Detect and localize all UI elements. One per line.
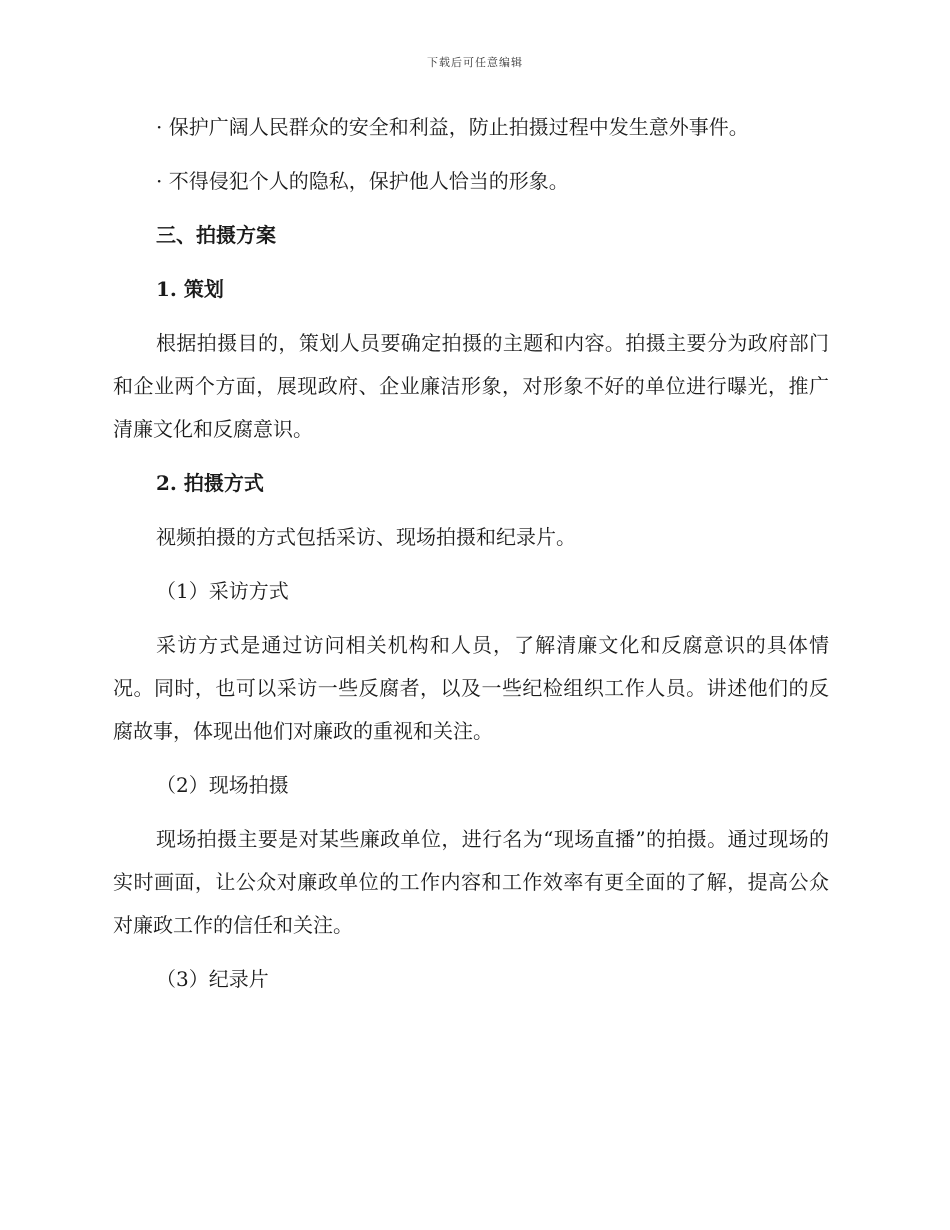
body-paragraph-planning: 根据拍摄目的，策划人员要确定拍摄的主题和内容。拍摄主要分为政府部门和企业两个方面，展现政府、企业廉洁形象，对形象不好的单位进行曝光，推广清廉文化和反腐意识。 bbox=[113, 331, 829, 441]
subsection-heading-shooting-method: 2. 拍摄方式 bbox=[156, 471, 264, 495]
bullet-item-safety: · 保护广阔人民群众的安全和利益，防止拍摄过程中发生意外事件。 bbox=[156, 115, 749, 139]
section-heading-shooting-plan: 三、拍摄方案 bbox=[156, 223, 276, 247]
header-note: 下载后可任意编辑 bbox=[427, 56, 523, 69]
bullet-item-privacy: · 不得侵犯个人的隐私，保护他人恰当的形象。 bbox=[156, 169, 569, 193]
subsection-heading-planning: 1. 策划 bbox=[156, 277, 224, 301]
body-paragraph-interview: 采访方式是通过访问相关机构和人员，了解清廉文化和反腐意识的具体情况。同时，也可以采访一些反腐者，以及一些纪检组织工作人员。讲述他们的反腐故事，体现出他们对廉政的重视和关注。 bbox=[113, 633, 829, 743]
item-heading-documentary: （3）纪录片 bbox=[156, 967, 269, 991]
body-paragraph-methods: 视频拍摄的方式包括采访、现场拍摄和纪录片。 bbox=[156, 525, 576, 549]
item-heading-onsite: （2）现场拍摄 bbox=[156, 773, 289, 797]
document-body bbox=[113, 106, 829, 1001]
item-heading-interview: （1）采访方式 bbox=[156, 579, 289, 603]
body-paragraph-onsite: 现场拍摄主要是对某些廉政单位，进行名为“现场直播”的拍摄。通过现场的实时画面，让公众对廉政单位的工作内容和工作效率有更全面的了解，提高公众对廉政工作的信任和关注。 bbox=[113, 827, 829, 937]
